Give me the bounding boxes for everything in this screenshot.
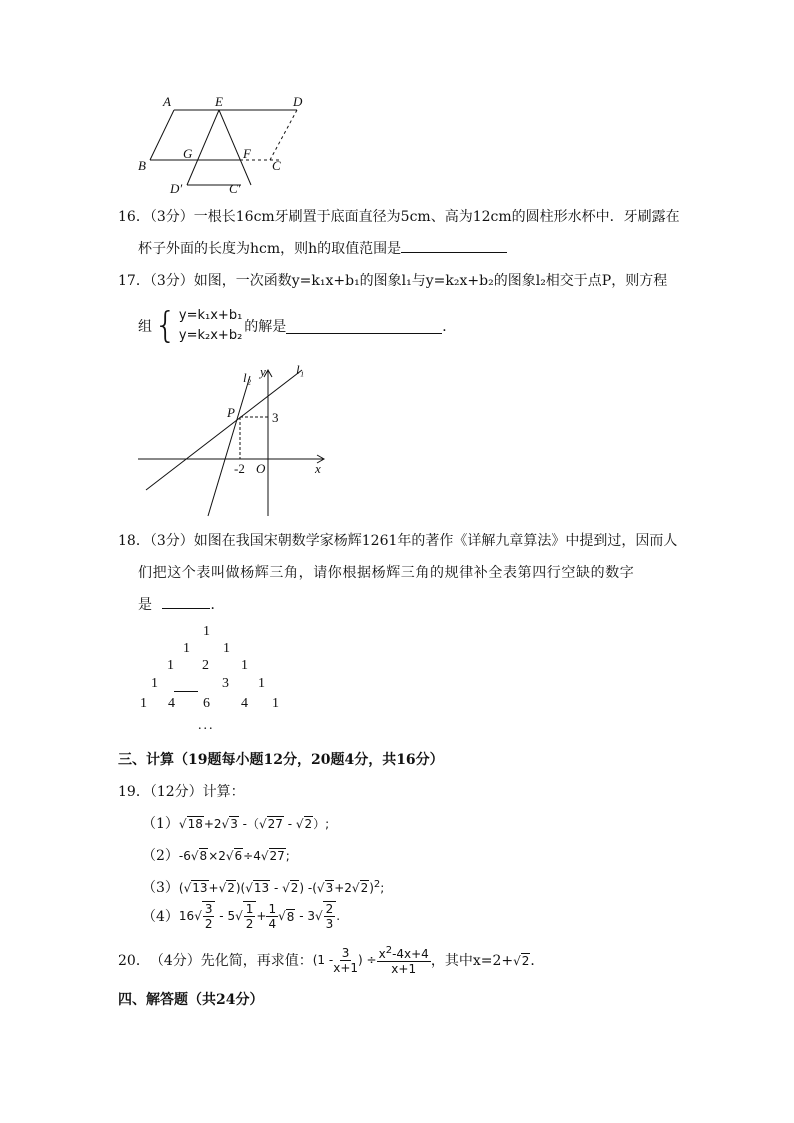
equation-1: y=k₁x+b₁ [178, 308, 243, 323]
tri-r5-c2: 4 [168, 696, 175, 711]
q17-end: ． [442, 319, 457, 335]
tri-r5-c1: 1 [140, 696, 147, 711]
q16-text-line1: 一根长16cm牙刷置于底面直径为5cm、高为12cm的圆柱形水杯中．牙刷露在 [193, 209, 680, 225]
q19-number: 19． [118, 784, 150, 800]
q20-score: （4分） [149, 953, 201, 969]
line-l2 [208, 376, 250, 516]
q16-line2 [138, 238, 507, 258]
q17-text-line1: 如图，一次函数y=k₁x+b₁的图象l₁与y=k₂x+b₂的图象l₂相交于点P，则方程 [193, 273, 668, 289]
figure-linear-functions [136, 362, 336, 520]
q17-line1 [118, 270, 667, 290]
q19-header [118, 781, 245, 801]
q19-part2-label: （2） [142, 848, 179, 864]
tri-r5-c4: 4 [241, 696, 248, 711]
tri-r4-c3: 3 [222, 676, 229, 691]
label-D-prime: D′ [170, 181, 183, 196]
q20-text: 先化简，再求值： [200, 953, 313, 969]
expression-3: (√13+√2)(√13 - √2) $-(√3+2√2)^2$; [178, 879, 385, 895]
tri-r5-c3: 6 [203, 696, 210, 711]
q19-score: （12分） [149, 784, 203, 800]
q20-expression: (1 - $\frac{3}{x+1}$ ) ÷ $\frac{x^2-4x+4}{x+1}$ [312, 945, 429, 976]
label-C-prime: C′ [229, 181, 241, 196]
q19-part4-label: （4） [142, 909, 179, 925]
q16-number: 16． [118, 209, 150, 225]
label-G: G [183, 146, 193, 161]
q17-prefix: 组 [138, 319, 152, 335]
expression-1: √18+2√3 -（√27 - √2）; [178, 817, 330, 831]
q17-suffix: 的解是 [244, 319, 287, 335]
q17-score: （3分） [149, 273, 194, 289]
tri-r3-c1: 1 [167, 658, 174, 673]
q18-line1 [118, 530, 677, 550]
label-x: x [315, 461, 321, 476]
q18-line3 [138, 594, 224, 614]
label-minus2: -2 [234, 461, 245, 476]
tri-r5-c5: 1 [272, 696, 279, 711]
tri-r3-c3: 1 [241, 658, 248, 673]
label-3: 3 [272, 410, 279, 425]
q17-answer-blank[interactable] [286, 319, 442, 334]
q19-part1 [142, 813, 329, 833]
q16-answer-blank[interactable] [401, 238, 507, 253]
q20-line [118, 942, 544, 978]
q20-end: ． [530, 953, 545, 969]
q19-part1-label: （1） [142, 816, 179, 832]
q20-tail: ，其中x=2+ [430, 953, 514, 969]
system-brace: { [154, 305, 177, 346]
figure-parallelogram [130, 92, 320, 197]
q19-part3 [142, 877, 384, 897]
q19-part4 [142, 900, 340, 932]
label-l2: l₂ [243, 370, 252, 385]
tri-r4-blank[interactable] [174, 677, 198, 692]
line-l1 [146, 370, 302, 490]
label-y: y [260, 364, 266, 379]
label-C: C [272, 158, 281, 173]
tri-dots: ... [198, 718, 215, 733]
q18-text-line1: 如图在我国宋朝数学家杨辉1261年的著作《详解九章算法》中提到过，因而人 [193, 533, 678, 549]
q17-number: 17． [118, 273, 150, 289]
label-l1: l₁ [296, 362, 305, 377]
q18-end: ． [210, 597, 225, 613]
tri-r3-c2: 2 [202, 658, 209, 673]
section-3-title: 三、计算（19题每小题12分，20题4分，共16分） [118, 752, 444, 768]
tri-r1-c1: 1 [203, 624, 210, 639]
expression-4: 16√ $\frac{3}{2}$ - 5√ $\frac{1}{2}$ + $\frac{1}{4}$ √ 8 - 3√ $\frac{2}{3}$ . [178, 901, 341, 931]
label-B: B [138, 158, 146, 173]
label-O: O [256, 461, 266, 476]
label-P: P [227, 405, 235, 420]
section-4-title: 四、解答题（共24分） [118, 992, 264, 1008]
q19-text: 计算： [202, 784, 245, 800]
q19-part3-label: （3） [142, 880, 179, 896]
label-A: A [163, 94, 171, 109]
q18-text-line3: 是 [138, 597, 152, 613]
label-F: F [243, 146, 251, 161]
q16-text-line2: 杯子外面的长度为hcm，则h的取值范围是 [138, 241, 402, 257]
q18-line2 [138, 562, 634, 582]
label-D: D [293, 94, 303, 109]
tri-r4-c1: 1 [151, 676, 158, 691]
q18-number: 18． [118, 533, 150, 549]
tri-r2-c2: 1 [223, 641, 230, 656]
q16-line1 [118, 206, 680, 226]
equation-2: y=k₂x+b₂ [178, 328, 243, 343]
q17-line2 [138, 303, 456, 349]
q16-score: （3分） [149, 209, 194, 225]
q19-part2 [142, 845, 290, 865]
q20-number: 20． [118, 953, 150, 969]
tri-r2-c1: 1 [183, 641, 190, 656]
q18-score: （3分） [149, 533, 194, 549]
q20-sqrt2: √2 [513, 953, 530, 968]
q18-answer-blank[interactable] [162, 594, 210, 609]
equation-system [179, 306, 242, 346]
q18-text-line2: 们把这个表叫做杨辉三角，请你根据杨辉三角的规律补全表第四行空缺的数字 [138, 565, 635, 581]
expression-2: -6√8×2√6÷4√27; [178, 849, 290, 863]
label-E: E [215, 94, 223, 109]
tri-r4-c4: 1 [258, 676, 265, 691]
